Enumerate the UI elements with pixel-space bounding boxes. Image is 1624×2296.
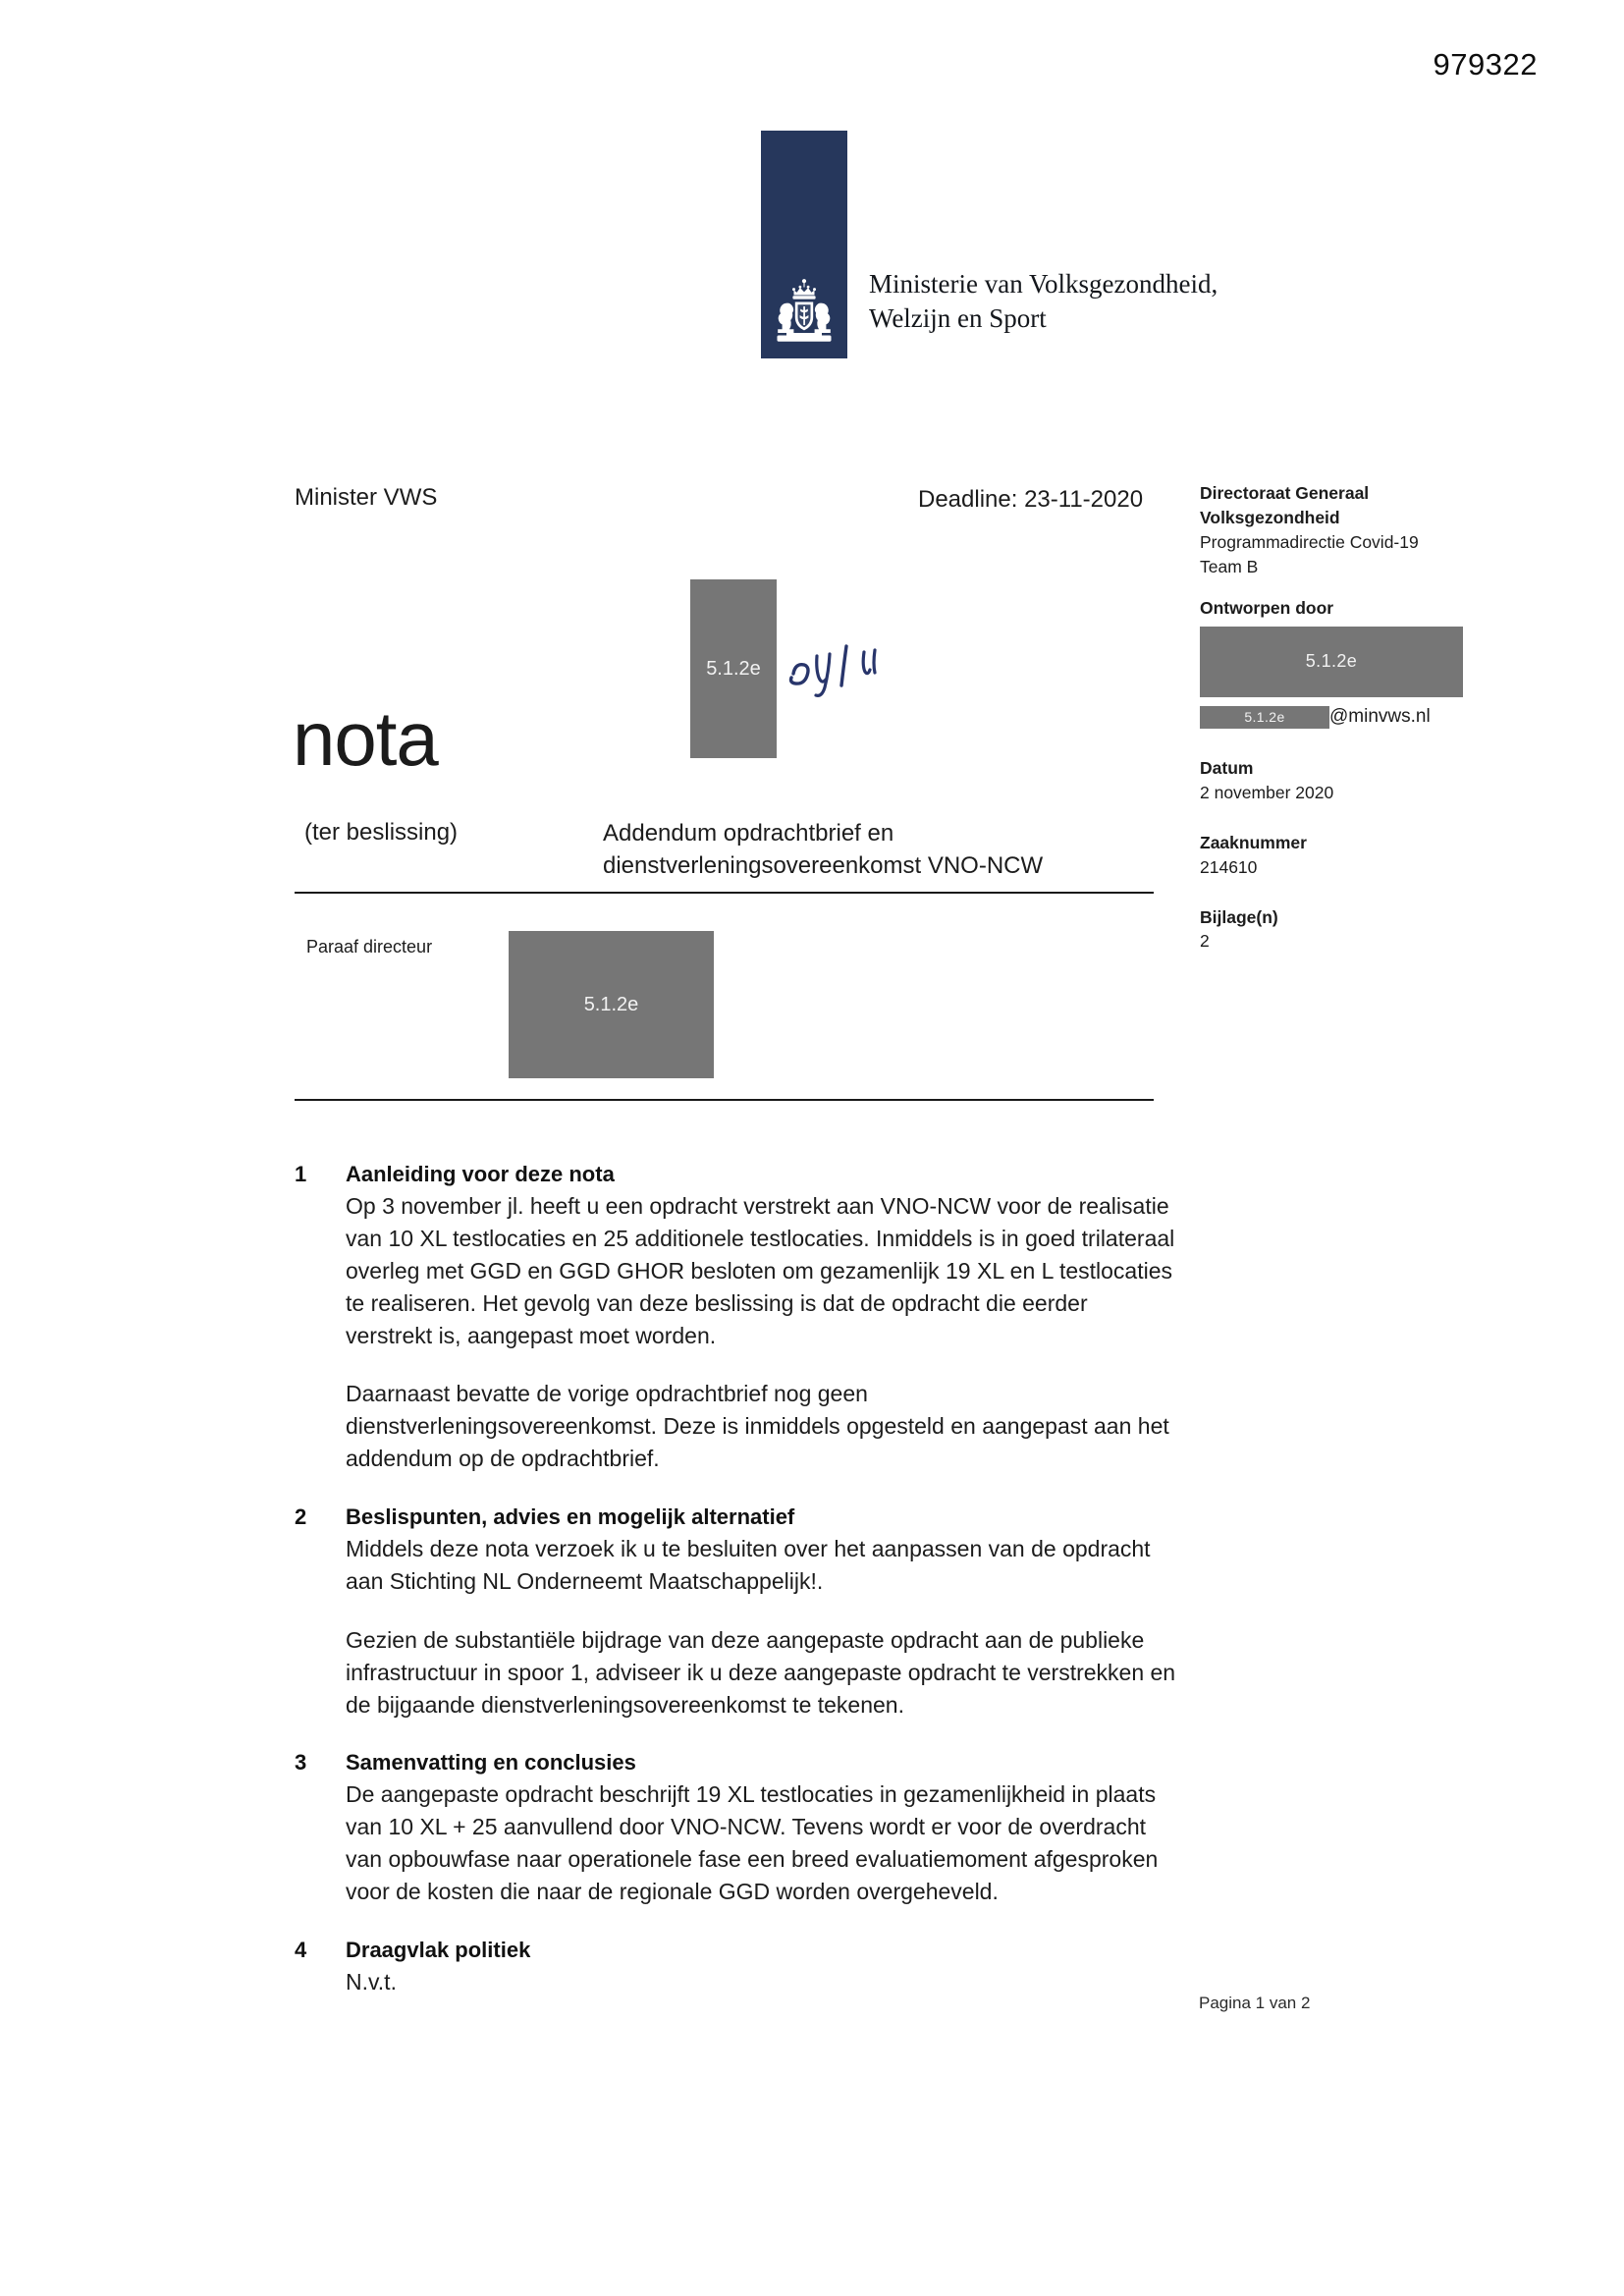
section-3-number: 3 [295, 1750, 307, 1776]
document-subject-line2: dienstverleningsovereenkomst VNO-NCW [603, 852, 1044, 880]
section-2-body [346, 1533, 1178, 1721]
email-domain: @minvws.nl [1329, 706, 1431, 728]
case-number-value: 214610 [1200, 856, 1258, 877]
document-subject [603, 817, 1153, 882]
ministry-name-line1: Ministerie van Volksgezondheid, [869, 268, 1218, 299]
document-type-title: nota [293, 695, 438, 782]
addressee: Minister VWS [295, 484, 438, 511]
ministry-name-line2: Welzijn en Sport [869, 303, 1047, 334]
attachments-value: 2 [1200, 931, 1210, 952]
section-4-body [346, 1966, 1178, 1998]
section-4-heading [295, 1938, 1178, 1963]
designed-by-label: Ontworpen door [1200, 598, 1334, 619]
section-1-body [346, 1190, 1178, 1475]
redaction-paraaf-signature: 5.1.2e [509, 931, 714, 1078]
department-line2: Volksgezondheid [1200, 507, 1340, 527]
section-1-paragraph-2: Daarnaast bevatte de vorige opdrachtbrief nog geen dienstverleningsovereenkomst. Deze is inmiddels opgesteld en aangepast aan het addendum op de opdrachtbrief. [346, 1381, 1169, 1472]
section-2-title: Beslispunten, advies en mogelijk alternatief [346, 1504, 795, 1529]
paraaf-rule-top [295, 892, 1154, 894]
deadline: Deadline: 23-11-2020 [918, 486, 1144, 513]
page-footer: Pagina 1 van 2 [1199, 1994, 1311, 2012]
section-3 [295, 1750, 1178, 1908]
contact-email [1200, 704, 1465, 731]
handwritten-date-annotation [785, 629, 913, 707]
logo-navy-bar [761, 131, 847, 358]
section-1-title: Aanleiding voor deze nota [346, 1162, 615, 1186]
section-1 [295, 1162, 1178, 1475]
ministry-name [869, 267, 1218, 358]
ministry-logo [761, 131, 1218, 358]
section-4-number: 4 [295, 1937, 307, 1962]
section-3-title: Samenvatting en conclusies [346, 1750, 636, 1776]
section-1-paragraph-1: Op 3 november jl. heeft u een opdracht verstrekt aan VNO-NCW voor de realisatie van 10 XL testlocaties en 25 additionele testlocaties. Inmiddels is in goed trilateraal overleg met GGD en GGD GHOR besloten om gezamenlijk 19 XL en L testlocaties te realiseren. Het gevolg van deze beslissing is dat de opdracht die eerder verstrekt is, aangepast moet worden. [346, 1193, 1175, 1348]
section-1-number: 1 [295, 1162, 307, 1186]
section-2-heading [295, 1504, 1178, 1530]
section-3-heading [295, 1750, 1178, 1776]
scan-identifier: 979322 [1433, 47, 1538, 82]
section-1-heading [295, 1162, 1178, 1187]
section-4-paragraph-1: N.v.t. [346, 1968, 397, 1995]
date-value: 2 november 2020 [1200, 783, 1334, 803]
redaction-subject: 5.1.2e [690, 579, 777, 758]
section-2-number: 2 [295, 1504, 307, 1529]
section-4 [295, 1938, 1178, 1998]
section-4-title: Draagvlak politiek [346, 1937, 531, 1962]
case-number-label: Zaaknummer [1200, 832, 1307, 852]
paraaf-rule-bottom [295, 1099, 1154, 1101]
netherlands-coat-of-arms-icon [768, 276, 840, 347]
metadata-sidebar [1200, 481, 1465, 954]
redaction-email-local: 5.1.2e [1200, 706, 1329, 729]
section-3-paragraph-1: De aangepaste opdracht beschrijft 19 XL testlocaties in gezamenlijkheid in plaats van 10 XL + 25 aanvullend door VNO-NCW. Tevens wordt er voor de overdracht van opbouwfase naar operationele fase een breed evaluatiemoment afgesproken voor de kosten die naar de regionale GGD worden overgeheveld. [346, 1781, 1159, 1904]
section-2 [295, 1504, 1178, 1721]
document-body [295, 1162, 1178, 2028]
team-name: Team B [1200, 556, 1259, 576]
redaction-designed-by: 5.1.2e [1200, 627, 1463, 697]
attachments-label: Bijlage(n) [1200, 906, 1278, 927]
section-3-body [346, 1778, 1178, 1908]
document-subject-line1: Addendum opdrachtbrief en [603, 820, 894, 847]
paraaf-label: Paraaf directeur [306, 937, 433, 957]
programme-directorate: Programmadirectie Covid-19 [1200, 531, 1419, 552]
section-2-paragraph-2: Gezien de substantiële bijdrage van deze aangepaste opdracht aan de publieke infrastructuur in spoor 1, adviseer ik u deze aangepaste opdracht te verstrekken en de bijgaande dienstverleningsovereenkomst te tekenen. [346, 1626, 1176, 1718]
department-line1: Directoraat Generaal [1200, 483, 1370, 503]
section-2-paragraph-1: Middels deze nota verzoek ik u te besluiten over het aanpassen van de opdracht aan Stichting NL Onderneemt Maatschappelijk!. [346, 1536, 1151, 1594]
document-type-subtitle: (ter beslissing) [304, 819, 459, 846]
date-label: Datum [1200, 758, 1254, 779]
